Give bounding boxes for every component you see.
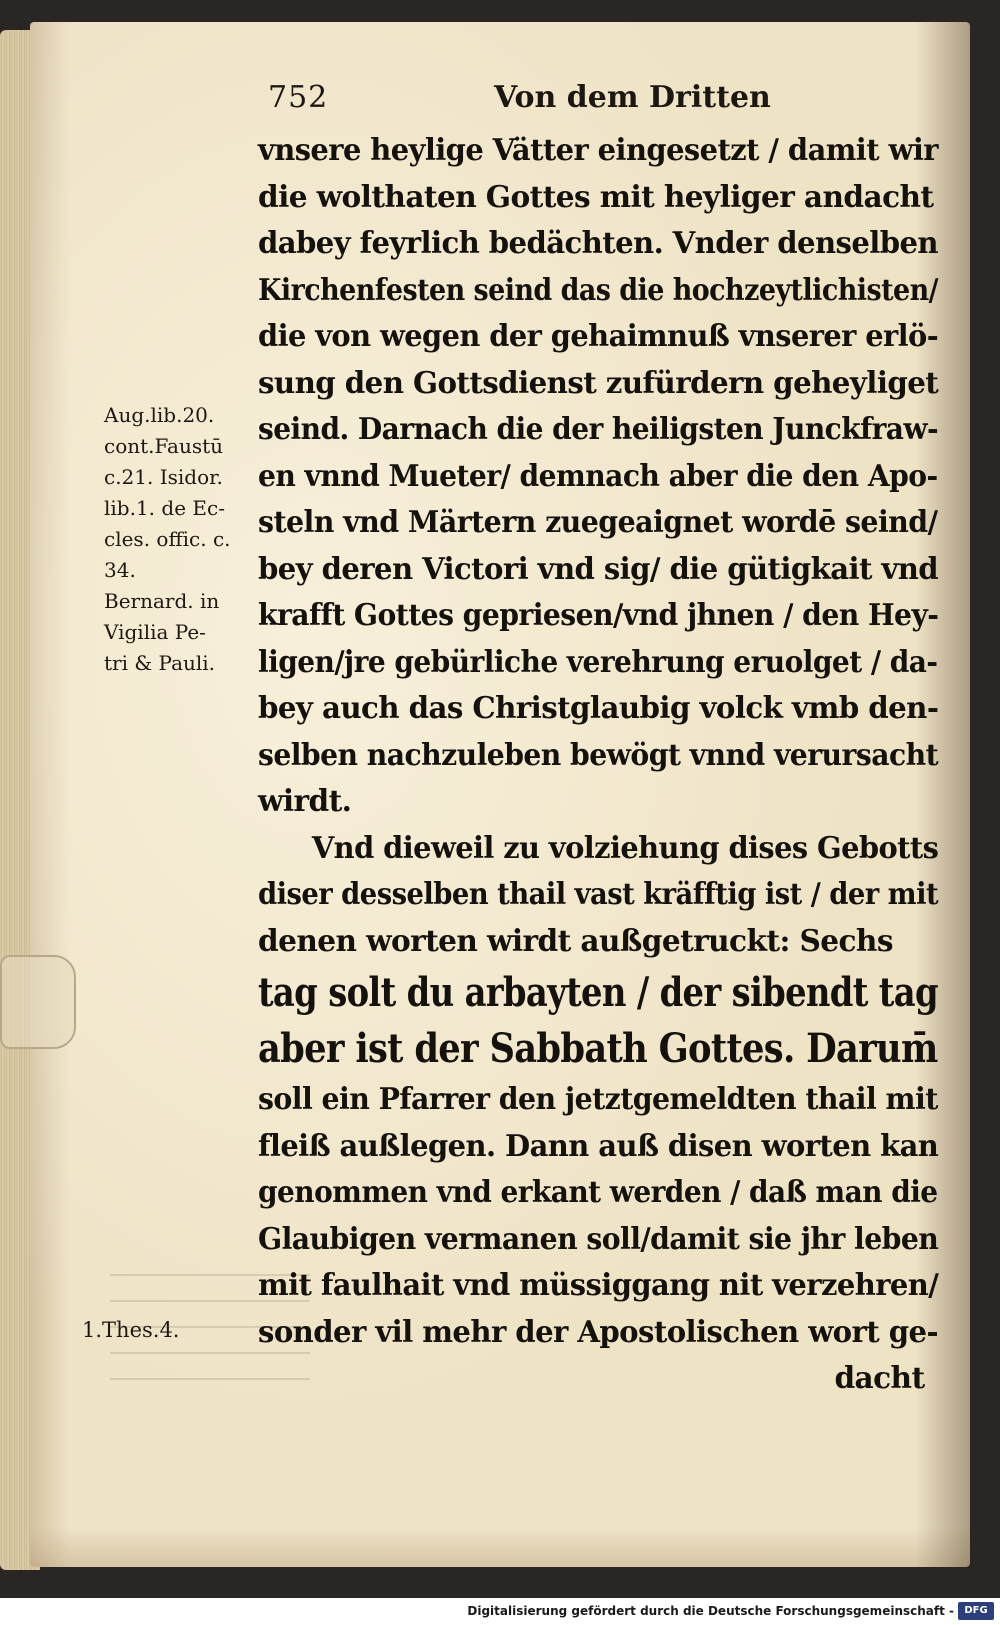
margin-citation-line: c.21. Isidor. — [104, 465, 223, 489]
text-line: wirdt. — [258, 784, 352, 819]
text-line: fleiß außlegen. Dann auß disen worten kan — [258, 1128, 939, 1164]
margin-citation-line: tri & Pauli. — [104, 651, 216, 675]
paragraph-start-line: Vnd dieweil zu volziehung dises Gebotts — [311, 830, 939, 866]
footer-bar — [0, 1598, 1000, 1625]
text-line: dabey feyrlich bedächten. Vnder denselben — [258, 226, 939, 261]
text-line: sung den Gottsdienst zufürdern geheyliget — [258, 365, 939, 401]
text-line: ligen/jre gebürliche verehrung eruolget / da- — [258, 644, 938, 680]
margin-citation-line: Vigilia Pe- — [104, 620, 206, 644]
catchword: dacht — [834, 1361, 925, 1396]
text-line: en vnnd Mueter/ demnach aber die den Apo- — [258, 458, 938, 494]
text-line: selben nachzuleben bewögt vnnd verursacht — [258, 737, 939, 773]
margin-citation-line: Aug.lib.20. — [104, 403, 215, 427]
text-line: genommen vnd erkant werden / daß man die — [258, 1175, 938, 1210]
text-line: bey auch das Christglaubig volck vmb den- — [258, 691, 939, 726]
body-text — [258, 128, 948, 1403]
text-line: Kirchenfesten seind das die hochzeytlichisten/ — [258, 272, 938, 308]
text-line: Glaubigen vermanen soll/damit sie jhr leben — [258, 1221, 939, 1257]
margin-citation-line: Bernard. in — [104, 589, 220, 613]
dfg-logo: DFG — [958, 1602, 994, 1620]
margin-citation-line: cont.Faustū — [104, 434, 224, 458]
text-line: diser desselben thail vast kräfftig ist / der mit — [258, 877, 939, 912]
text-line: denen worten wirdt außgetruckt: Sechs — [258, 923, 893, 959]
margin-citation — [104, 400, 254, 679]
quoted-commandment-line: aber ist der Sabbath Gottes. Darum̄ — [258, 1025, 938, 1072]
margin-citation-line: lib.1. de Ec- — [104, 496, 225, 520]
text-line: steln vnd Märtern zuegeaignet wordē seind/ — [258, 505, 938, 540]
bookmark-tab — [0, 955, 76, 1049]
text-line: soll ein Pfarrer den jetztgemeldten thail mit — [258, 1082, 938, 1117]
text-line: mit faulhait vnd müssiggang nit verzehren/ — [258, 1268, 939, 1303]
text-line: die von wegen der gehaimnuß vnserer erlö- — [258, 319, 939, 354]
quoted-commandment-line: tag solt du arbayten / der sibendt tag — [258, 969, 938, 1016]
margin-citation-line: 34. — [104, 558, 136, 582]
page-header — [262, 78, 922, 122]
text-line: krafft Gottes gepriesen/vnd jhnen / den Hey- — [258, 598, 939, 633]
text-line: bey deren Victori vnd sig/ die gütigkait vnd — [258, 551, 939, 587]
funding-credit: Digitalisierung gefördert durch die Deutsche Forschungsgemeinschaft - — [467, 1604, 954, 1618]
margin-reference: 1.Thes.4. — [82, 1318, 180, 1342]
running-head: Von dem Dritten — [494, 80, 771, 115]
margin-citation-line: cles. offic. c. — [104, 527, 231, 551]
text-line: sonder vil mehr der Apostolischen wort ge- — [258, 1314, 938, 1350]
text-line: seind. Darnach die der heiligsten Junckfraw- — [258, 412, 939, 447]
text-line: die wolthaten Gottes mit heyliger andacht — [258, 179, 934, 215]
page-number: 752 — [268, 80, 329, 115]
text-line: vnsere heylige Vätter eingesetzt / damit wir — [258, 133, 938, 168]
